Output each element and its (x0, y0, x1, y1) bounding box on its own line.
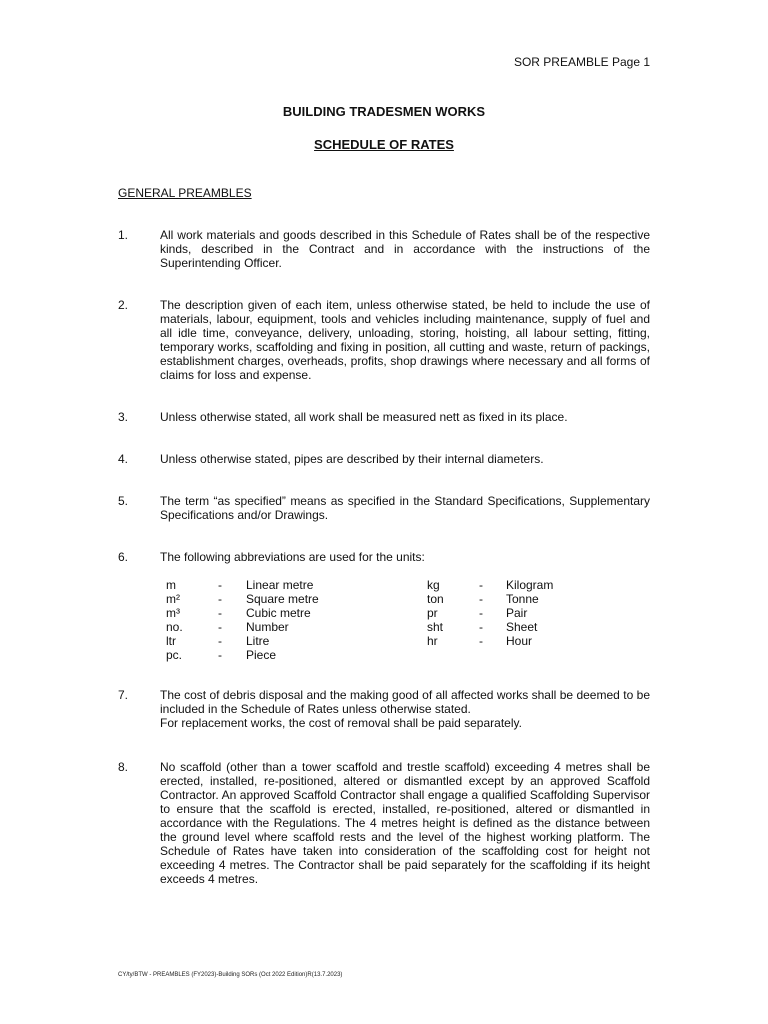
clause-text: No scaffold (other than a tower scaffold and trestle scaffold) exceeding 4 metres shall be erected, installed, re-positioned, altered or dismantled except by an approved Scaffold Contractor. An approved Scaffold Contractor shall engage a qualified Scaffolding Supervisor to ensure that the scaffold is erected, installed, re-positioned, altered or dismantled in accordance with the Regulations. The 4 metres height is defined as the distance between the ground level where scaffold rests and the level of the highest working platform. The Schedule of Rates have taken into consideration of the scaffolding cost for height not exceeding 4 metres. The Contractor shall be paid separately for the scaffolding if its height exceeds 4 metres. (160, 760, 650, 886)
page-footer: CY/ty/BTW - PREAMBLES (FY2023)-Building SORs (Oct 2022 Edition)R(13.7.2023) (118, 972, 343, 978)
unit-abbreviation: sht (427, 620, 444, 634)
clause-number: 3. (118, 410, 129, 424)
clause-number: 6. (118, 550, 129, 564)
unit-dash: - (218, 606, 222, 620)
clause-4 (118, 452, 650, 466)
unit-dash: - (218, 592, 222, 606)
clause-text: Unless otherwise stated, all work shall be measured nett as fixed in its place. (160, 410, 568, 424)
units-table (166, 578, 586, 668)
clause-number: 7. (118, 688, 129, 702)
clause-text: The term “as specified” means as specified in the Standard Specifications, Supplementary Specifications and/or Drawings. (160, 494, 650, 522)
clause-7 (118, 688, 650, 730)
unit-name: Linear metre (246, 578, 314, 592)
clause-text-continued: For replacement works, the cost of removal shall be paid separately. (160, 716, 522, 730)
unit-abbreviation: hr (427, 634, 438, 648)
clause-2 (118, 298, 650, 382)
unit-abbreviation: no. (166, 620, 183, 634)
unit-name: Hour (506, 634, 533, 648)
unit-dash: - (479, 578, 483, 592)
unit-name: Pair (506, 606, 528, 620)
section-heading: GENERAL PREAMBLES (118, 186, 252, 200)
unit-abbreviation: ltr (166, 634, 176, 648)
unit-name: Tonne (506, 592, 539, 606)
clause-text: The description given of each item, unless otherwise stated, be held to include the use of materials, labour, equipment, tools and vehicles including maintenance, supply of fuel and all idle time, conveyance, delivery, unloading, storing, hoisting, all labour setting, fitting, temporary works, scaffolding and fixing in position, all cutting and waste, return of packings, establishment charges, overheads, profits, shop drawings where necessary and all forms of claims for loss and expense. (160, 298, 650, 382)
unit-abbreviation: kg (427, 578, 440, 592)
document-subtitle: SCHEDULE OF RATES (314, 137, 454, 152)
clause-text: Unless otherwise stated, pipes are described by their internal diameters. (160, 452, 544, 466)
clause-number: 1. (118, 228, 129, 242)
unit-dash: - (218, 648, 222, 662)
clause-number: 8. (118, 760, 129, 774)
clause-5 (118, 494, 650, 522)
unit-dash: - (479, 620, 483, 634)
clause-1 (118, 228, 650, 270)
unit-abbreviation: ton (427, 592, 444, 606)
clause-number: 2. (118, 298, 129, 312)
document-title: BUILDING TRADESMEN WORKS (282, 104, 486, 119)
unit-abbreviation: m (166, 578, 176, 592)
unit-dash: - (218, 620, 222, 634)
unit-dash: - (218, 634, 222, 648)
clause-text: All work materials and goods described in this Schedule of Rates shall be of the respective kinds, described in the Contract and in accordance with the instructions of the Superintending Officer. (160, 228, 650, 270)
clause-text: The following abbreviations are used for the units: (160, 550, 425, 564)
clause-number: 5. (118, 494, 129, 508)
unit-name: Kilogram (506, 578, 554, 592)
clause-6 (118, 550, 650, 564)
unit-dash: - (479, 606, 483, 620)
unit-abbreviation: m² (166, 592, 180, 606)
clause-number: 4. (118, 452, 129, 466)
clause-text: The cost of debris disposal and the making good of all affected works shall be deemed to be included in the Schedule of Rates unless otherwise stated. (160, 688, 650, 716)
unit-name: Piece (246, 648, 277, 662)
unit-name: Square metre (246, 592, 319, 606)
unit-name: Cubic metre (246, 606, 311, 620)
unit-name: Number (246, 620, 289, 634)
unit-name: Sheet (506, 620, 538, 634)
unit-dash: - (479, 634, 483, 648)
unit-name: Litre (246, 634, 270, 648)
clause-8 (118, 760, 650, 886)
unit-dash: - (479, 592, 483, 606)
unit-dash: - (218, 578, 222, 592)
unit-abbreviation: pr (427, 606, 438, 620)
unit-abbreviation: pc. (166, 648, 183, 662)
page-header: SOR PREAMBLE Page 1 (513, 55, 650, 69)
clause-3 (118, 410, 650, 424)
unit-abbreviation: m³ (166, 606, 180, 620)
